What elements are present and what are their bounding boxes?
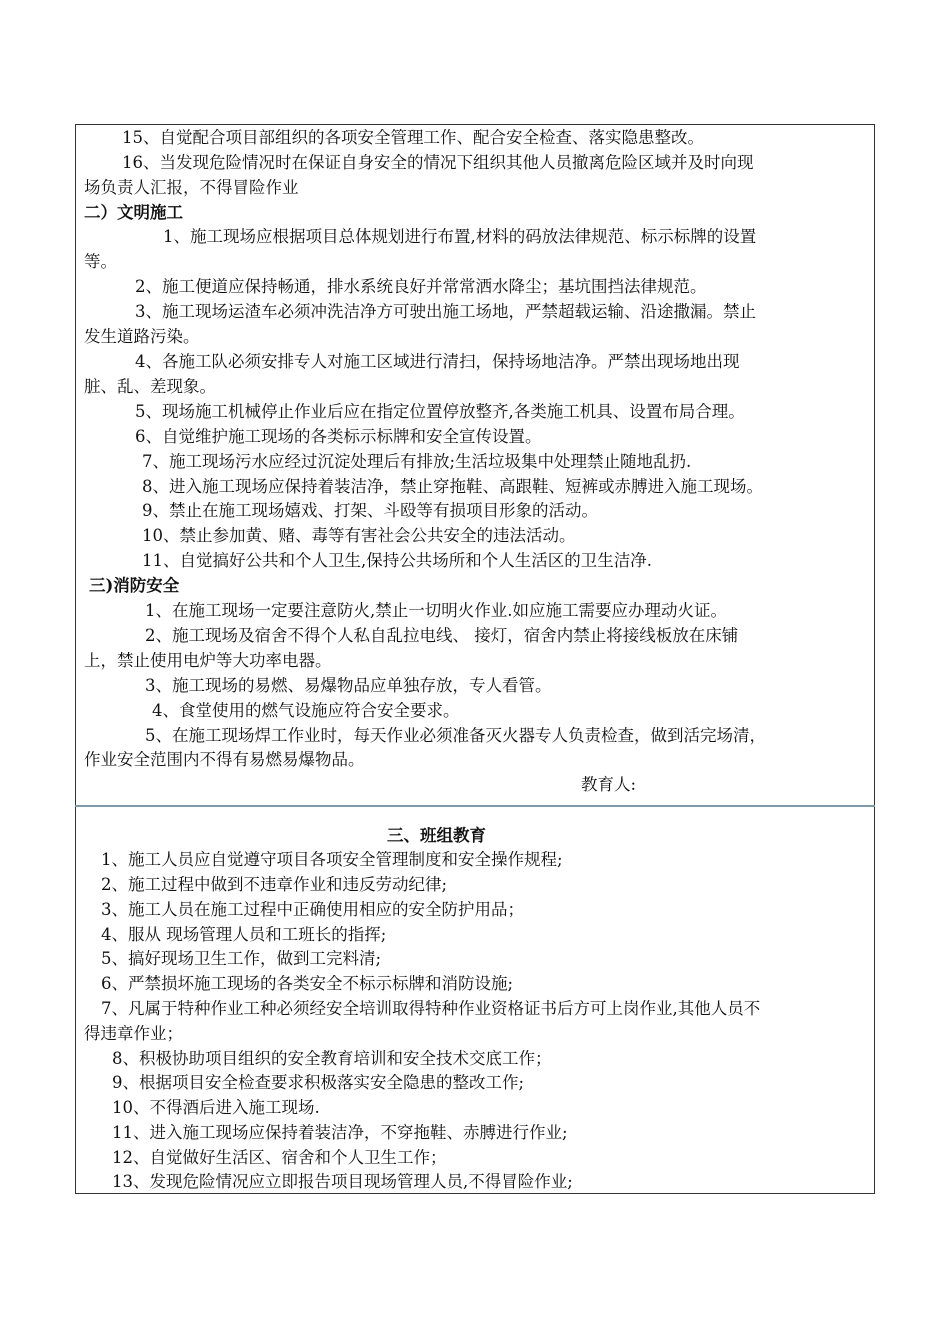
team-item-6: 6、严禁损坏施工现场的各类安全不标示标牌和消防设施;	[101, 974, 514, 993]
fire-item-1: 1、在施工现场一定要注意防火,禁止一切明火作业.如应施工需要应办理动火证。	[145, 601, 727, 620]
team-item-4: 4、服从 现场管理人员和工班长的指挥;	[101, 925, 387, 944]
heading-fire-safety: 三)消防安全	[89, 576, 180, 595]
civil-item-7: 7、施工现场污水应经过沉淀处理后有排放;生活垃圾集中处理禁止随地乱扔.	[142, 452, 692, 471]
item-16-line-2: 场负责人汇报，不得冒险作业	[84, 178, 299, 197]
team-item-7-line-1: 7、凡属于特种作业工种必须经安全培训取得特种作业资格证书后方可上岗作业,其他人员不	[101, 999, 761, 1018]
fire-item-3: 3、施工现场的易燃、易爆物品应单独存放，专人看管。	[145, 676, 552, 695]
civil-item-8: 8、进入施工现场应保持着装洁净，禁止穿拖鞋、高跟鞋、短裤或赤膊进入施工现场。	[142, 477, 763, 496]
team-item-8: 8、积极协助项目组织的安全教育培训和安全技术交底工作；	[112, 1049, 552, 1068]
team-item-2: 2、施工过程中做到不违章作业和违反劳动纪律;	[101, 875, 448, 894]
civil-item-4-line-2: 脏、乱、差现象。	[84, 377, 216, 396]
civil-item-9: 9、禁止在施工现场嬉戏、打架、斗殴等有损项目形象的活动。	[142, 501, 598, 520]
fire-item-5-line-2: 作业安全范围内不得有易燃易爆物品。	[84, 750, 365, 769]
team-education-title: 三、班组教育	[387, 826, 486, 845]
civil-item-1-line-1: 1、施工现场应根据项目总体规划进行布置,材料的码放法律规范、标示标牌的设置	[163, 227, 757, 246]
section-divider	[75, 805, 875, 807]
civil-item-4-line-1: 4、各施工队必须安排专人对施工区域进行清扫，保持场地洁净。严禁出现场地出现	[135, 352, 740, 371]
civil-item-5: 5、现场施工机械停止作业后应在指定位置停放整齐,各类施工机具、设置布局合理。	[135, 402, 745, 421]
item-15: 15、自觉配合项目部组织的各项安全管理工作、配合安全检查、落实隐患整改。	[122, 128, 704, 147]
heading-civilized-construction: 二）文明施工	[84, 203, 183, 222]
educator-label: 教育人:	[581, 775, 637, 794]
team-item-5: 5、搞好现场卫生工作，做到工完料清;	[101, 949, 382, 968]
civil-item-3-line-2: 发生道路污染。	[84, 327, 200, 346]
team-item-11: 11、进入施工现场应保持着装洁净，不穿拖鞋、赤膊进行作业;	[112, 1123, 568, 1142]
fire-item-2-line-2: 上，禁止使用电炉等大功率电器。	[84, 651, 332, 670]
civil-item-3-line-1: 3、施工现场运渣车必须冲洗洁净方可驶出施工场地，严禁超载运输、沿途撒漏。禁止	[135, 302, 756, 321]
team-item-9: 9、根据项目安全检查要求积极落实安全隐患的整改工作;	[112, 1073, 525, 1092]
fire-item-2-line-1: 2、施工现场及宿舍不得个人私自乱拉电线、 接灯，宿舍内禁止将接线板放在床铺	[145, 626, 739, 645]
team-item-1: 1、施工人员应自觉遵守项目各项安全管理制度和安全操作规程;	[101, 850, 563, 869]
team-item-12: 12、自觉做好生活区、宿舍和个人卫生工作；	[112, 1148, 447, 1167]
team-item-10: 10、不得酒后进入施工现场.	[112, 1098, 320, 1117]
civil-item-1-line-2: 等。	[84, 252, 117, 271]
fire-item-5-line-1: 5、在施工现场焊工作业时，每天作业必须准备灭火器专人负责检查，做到活完场清，	[145, 726, 766, 745]
team-item-7-line-2: 得违章作业；	[84, 1024, 183, 1043]
team-item-3: 3、施工人员在施工过程中正确使用相应的安全防护用品；	[101, 900, 524, 919]
civil-item-11: 11、自觉搞好公共和个人卫生,保持公共场所和个人生活区的卫生洁净.	[142, 551, 652, 570]
item-16-line-1: 16、当发现危险情况时在保证自身安全的情况下组织其他人员撤离危险区域并及时向现	[122, 153, 754, 172]
civil-item-6: 6、自觉维护施工现场的各类标示标牌和安全宣传设置。	[135, 427, 542, 446]
civil-item-10: 10、禁止参加黄、赌、毒等有害社会公共安全的违法活动。	[142, 526, 576, 545]
civil-item-2: 2、施工便道应保持畅通，排水系统良好并常常洒水降尘；基坑围挡法律规范。	[135, 277, 707, 296]
fire-item-4: 4、食堂使用的燃气设施应符合安全要求。	[152, 701, 460, 720]
team-item-13: 13、发现危险情况应立即报告项目现场管理人员,不得冒险作业;	[112, 1172, 573, 1191]
